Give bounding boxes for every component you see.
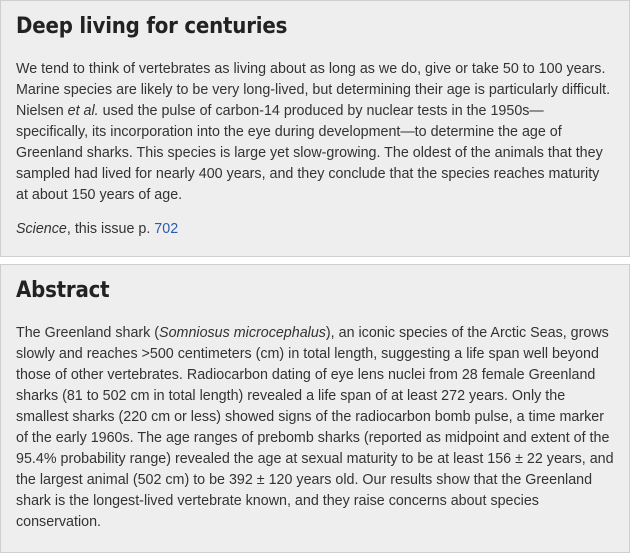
abstract-title: Abstract (16, 278, 110, 303)
citation-page-link[interactable]: 702 (154, 221, 179, 237)
abstract-body-text-1: The Greenland shark ( (16, 325, 160, 341)
editor-summary-panel (0, 0, 630, 257)
abstract-body-text-2: ), an iconic species of the Arctic Seas, grows slowly and reaches >500 centimeters (cm) in total length, suggesting a life span well beyond those of other vertebrates. Radiocarbon dating of eye lens nuclei from 28 female Greenland sharks (81 to 502 cm in total length) revealed a life span of at least 272 years. Only the smallest sharks (220 cm or less) showed signs of the radiocarbon bomb pulse, a time marker of the early 1960s. The age ranges of prebomb sharks (reported as midpoint and extent of the 95.4% probability range) revealed the age at sexual maturity to be at least 156 ± 22 years, and the largest animal (502 cm) to be 392 ± 120 years old. Our results show that the Greenland shark is the longest-lived vertebrate known, and they raise concerns about species conservation. (16, 325, 614, 530)
summary-citation (16, 219, 615, 240)
summary-body-etal: et al. (67, 103, 99, 119)
summary-title: Deep living for centuries (16, 14, 288, 39)
abstract-panel (0, 264, 630, 553)
citation-journal: Science (16, 221, 67, 237)
abstract-body (16, 323, 615, 533)
citation-text: , this issue p. (66, 221, 155, 237)
summary-body-text-2: used the pulse of carbon-14 produced by nuclear tests in the 1950s—specifically, its incorporation into the eye during development—to determine the age of Greenland sharks. This species is large yet slow-growing. The oldest of the animals that they sampled had lived for nearly 400 years, and they conclude that the species reaches maturity at about 150 years of age. (16, 103, 603, 203)
summary-body (16, 59, 615, 206)
summary-body-text-1: We tend to think of vertebrates as living about as long as we do, give or take 50 to 100 years. Marine species are likely to be very long-lived, but determining their age is particularly difficult. Nielsen (16, 61, 611, 119)
species-name: Somniosus microcephalus (159, 325, 326, 341)
